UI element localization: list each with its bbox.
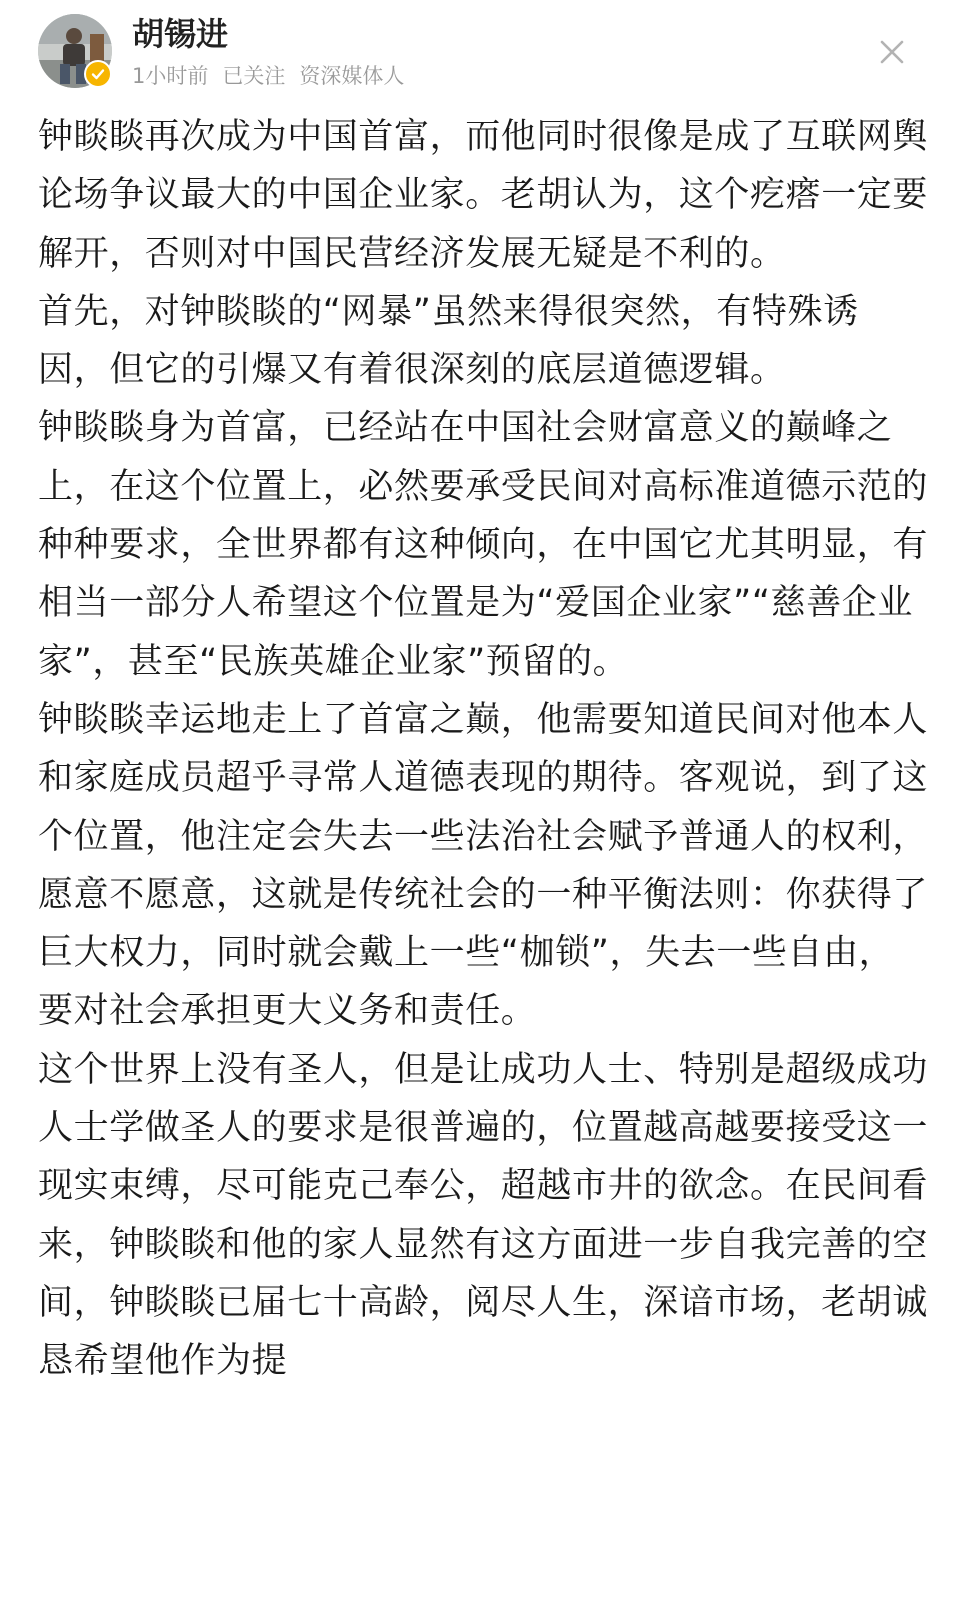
post-paragraph: 首先，对钟睒睒的“网暴”虽然来得很突然，有特殊诱因，但它的引爆又有着很深刻的底层道德逻辑。: [38, 291, 859, 391]
follow-status[interactable]: 已关注: [222, 64, 286, 88]
post-time: 1小时前: [132, 64, 209, 88]
author-tag: 资深媒体人: [299, 64, 405, 88]
verified-badge-icon: [84, 60, 112, 88]
close-button[interactable]: [874, 34, 910, 70]
post-body: [38, 108, 928, 1391]
author-name[interactable]: 胡锡进: [132, 15, 229, 53]
post-paragraph: 这个世界上没有圣人，但是让成功人士、特别是超级成功人士学做圣人的要求是很普遍的，位置越高越要接受这一现实束缚，尽可能克己奉公，超越市井的欲念。在民间看来，钟睒睒和他的家人显然有这方面进一步自我完善的空间，钟睒睒已届七十高龄，阅尽人生，深谙市场，老胡诚恳希望他作为提: [38, 1049, 929, 1382]
post-header: [0, 0, 960, 100]
post-paragraph: 钟睒睒再次成为中国首富，而他同时很像是成了互联网舆论场争议最大的中国企业家。老胡认为，这个疙瘩一定要解开，否则对中国民营经济发展无疑是不利的。: [38, 117, 929, 274]
post-meta: [132, 62, 418, 90]
post-paragraph: 钟睒睒幸运地走上了首富之巅，他需要知道民间对他本人和家庭成员超乎寻常人道德表现的期待。客观说，到了这个位置，他注定会失去一些法治社会赋予普通人的权利，愿意不愿意，这就是传统社会的一种平衡法则：你获得了巨大权力，同时就会戴上一些“枷锁”，失去一些自由，要对社会承担更大义务和责任。: [38, 699, 929, 1032]
post-paragraph: 钟睒睒身为首富，已经站在中国社会财富意义的巅峰之上，在这个位置上，必然要承受民间对高标准道德示范的种种要求，全世界都有这种倾向，在中国它尤其明显，有相当一部分人希望这个位置是为“爱国企业家”“慈善企业家”，甚至“民族英雄企业家”预留的。: [38, 408, 929, 682]
close-icon: [874, 34, 910, 70]
